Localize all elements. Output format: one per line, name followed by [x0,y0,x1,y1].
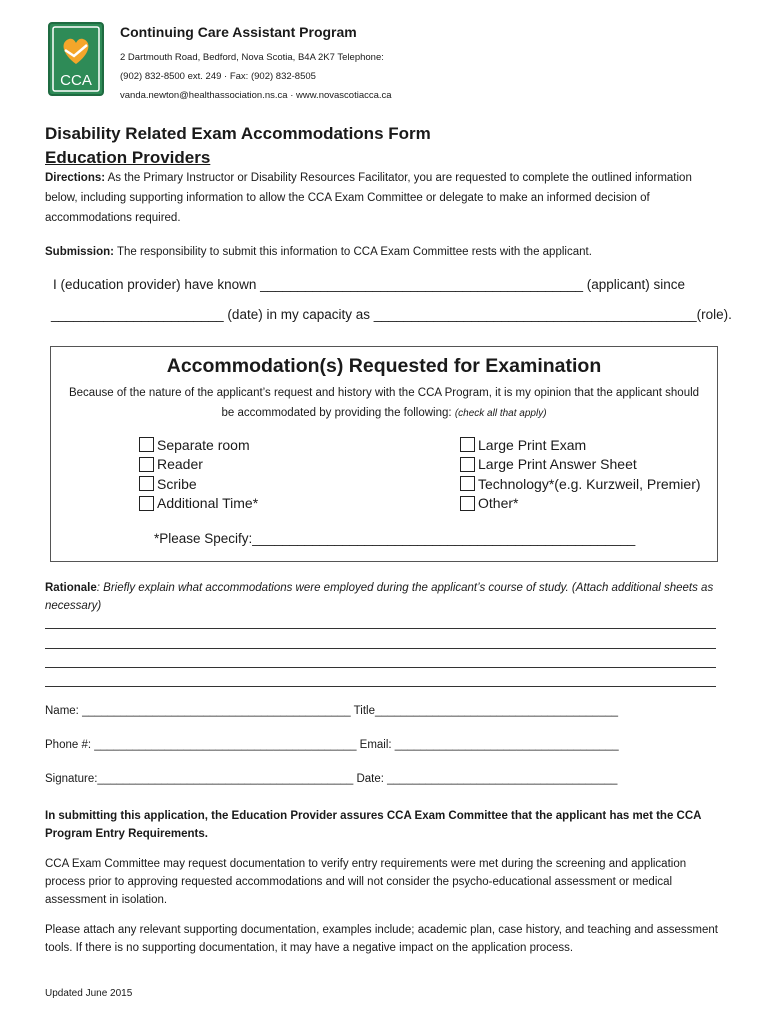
rationale-line-1[interactable] [45,628,716,629]
org-contact: vanda.newton@healthassociation.ns.ca · www.novascotiacca.ca [120,90,392,101]
assurance-statement: In submitting this application, the Education Provider assures CCA Exam Committee that the applicant has met the CCA Program Entry Requirements. [45,810,702,840]
logo-text: CCA [60,72,92,89]
checkbox-icon[interactable] [139,457,154,472]
form-subtitle: Education Providers [45,148,211,167]
directions-text: As the Primary Instructor or Disability Resources Facilitator, you are requested to complete the outlined information below, including supporting information to allow the CCA Exam Committee or delegate to make an informed decision of accommodations required. [45,172,692,224]
org-address: 2 Dartmouth Road, Bedford, Nova Scotia, B4A 2K7 Telephone: [120,52,384,63]
option-large-print-exam[interactable]: Large Print Exam [460,435,701,455]
phone-email-field[interactable]: Phone #: _________________________________________ Email: ___________________________________ [45,739,619,751]
attach-note: Please attach any relevant supporting documentation, examples include; academic plan, case history, and teaching and assessment tools. If there is no supporting documentation, it may have a negative impact on the application process. [45,924,718,954]
documentation-note: CCA Exam Committee may request documentation to verify entry requirements were met during the screening and application process prior to approving requested accommodations and will not consider the psycho-educational assessment or medical assessment in isolation. [45,858,687,906]
option-technology[interactable]: Technology*(e.g. Kurzweil, Premier) [460,474,701,494]
form-title: Disability Related Exam Accommodations Form [45,124,431,143]
cca-logo-icon [48,22,104,96]
date-role-line[interactable]: _______________________ (date) in my capacity as ___________________________________________(role). [51,307,732,322]
known-applicant-line[interactable]: I (education provider) have known ___________________________________________ (applicant) since [53,277,686,292]
directions-paragraph [45,168,705,228]
accommodations-intro [61,383,707,424]
rationale-label: Rationale [45,582,97,594]
checkbox-icon[interactable] [460,496,475,511]
accommodations-intro-text: Because of the nature of the applicant’s request and history with the CCA Program, it is my opinion that the applicant should be accommodated by providing the following: [68,387,700,419]
checkbox-icon[interactable] [139,496,154,511]
option-other[interactable]: Other* [460,494,701,514]
name-title-field[interactable]: Name: __________________________________________ Title______________________________________ [45,705,619,717]
checkbox-icon[interactable] [460,457,475,472]
right-options [460,435,701,513]
submission-paragraph [45,242,725,262]
accommodations-box [50,346,718,562]
checkbox-icon[interactable] [460,476,475,491]
submission-text: The responsibility to submit this information to CCA Exam Committee rests with the applicant. [114,246,592,258]
checkbox-icon[interactable] [139,437,154,452]
please-specify-field[interactable]: *Please Specify:___________________________________________________ [154,531,636,546]
directions-label: Directions: [45,172,106,184]
option-separate-room[interactable]: Separate room [139,435,258,455]
rationale-line-4[interactable] [45,686,716,687]
option-additional-time[interactable]: Additional Time* [139,494,258,514]
rationale-line-3[interactable] [45,667,716,668]
rationale-line-2[interactable] [45,648,716,649]
submission-label: Submission: [45,246,115,258]
checkbox-icon[interactable] [139,476,154,491]
org-header [120,24,392,105]
updated-date: Updated June 2015 [45,988,133,999]
left-options [139,435,258,513]
signature-date-field[interactable]: Signature:________________________________________ Date: ____________________________________ [45,773,618,785]
org-phone-fax: (902) 832-8500 ext. 249 · Fax: (902) 832-8505 [120,71,316,82]
option-reader[interactable]: Reader [139,455,258,475]
checkbox-icon[interactable] [460,437,475,452]
check-all-note: (check all that apply) [454,408,547,419]
org-name: Continuing Care Assistant Program [120,24,357,40]
rationale-paragraph [45,579,715,615]
form-title-block [45,122,431,170]
rationale-prompt: : Briefly explain what accommodations were employed during the applicant’s course of study. (Attach additional sheets as necessary) [45,582,714,612]
option-large-print-answer-sheet[interactable]: Large Print Answer Sheet [460,455,701,475]
accommodations-heading: Accommodation(s) Requested for Examination [166,355,602,377]
option-scribe[interactable]: Scribe [139,474,258,494]
